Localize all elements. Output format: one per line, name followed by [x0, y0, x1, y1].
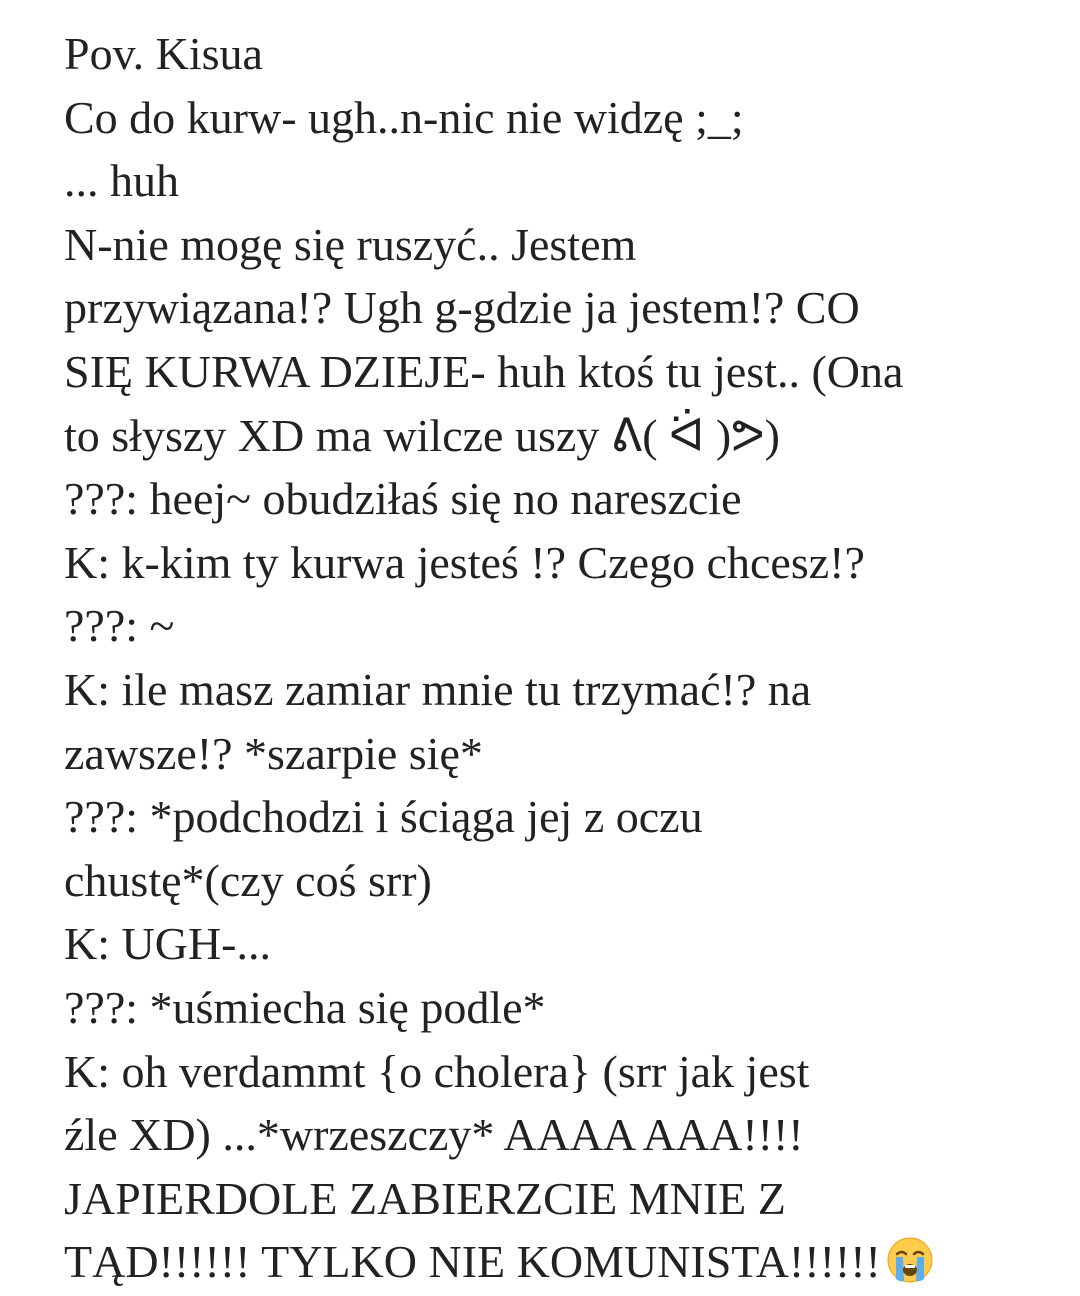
text-line-20-text: TĄD!!!!!! TYLKO NIE KOMUNISTA!!!!!!	[64, 1236, 881, 1288]
text-line-1: Pov. Kisua	[64, 28, 263, 79]
text-line-4: N-nie mogę się ruszyć.. Jestem	[64, 218, 637, 270]
text-line-10: ???: ~	[64, 600, 175, 652]
text-line-14: chustę*(czy coś srr)	[64, 854, 432, 906]
story-text	[64, 22, 1054, 1294]
text-line-15: K: UGH-...	[64, 918, 271, 970]
text-line-9: K: k-kim ty kurwa jesteś !? Czego chcesz!?	[64, 536, 865, 588]
text-line-8: ???: heej~ obudziłaś się no nareszcie	[64, 473, 742, 525]
text-line-7: to słyszy XD ma wilcze uszy ᕕ( ᐛ )ᕗ)	[64, 409, 780, 461]
text-line-18: źle XD) ...*wrzeszczy* AAAA AAA!!!!	[64, 1109, 804, 1161]
text-line-17: K: oh verdammt {o cholera} (srr jak jest	[64, 1045, 810, 1097]
text-line-16: ???: *uśmiecha się podle*	[64, 981, 546, 1033]
text-line-6: SIĘ KURWA DZIEJE- huh ktoś tu jest.. (Ona	[64, 345, 904, 397]
text-line-13: ???: *podchodzi i ściąga jej z oczu	[64, 791, 703, 843]
text-line-2: Co do kurw- ugh..n-nic nie widzę ;_;	[64, 91, 744, 143]
text-line-11: K: ile masz zamiar mnie tu trzymać!? na	[64, 663, 812, 715]
text-line-5: przywiązana!? Ugh g-gdzie ja jestem!? CO	[64, 282, 860, 334]
loudly-crying-face-icon	[885, 1235, 935, 1285]
text-line-20	[64, 1230, 1054, 1294]
text-line-3: ... huh	[64, 155, 179, 207]
text-line-12: zawsze!? *szarpie się*	[64, 727, 483, 779]
text-line-19: JAPIERDOLE ZABIERZCIE MNIE Z	[64, 1172, 786, 1224]
